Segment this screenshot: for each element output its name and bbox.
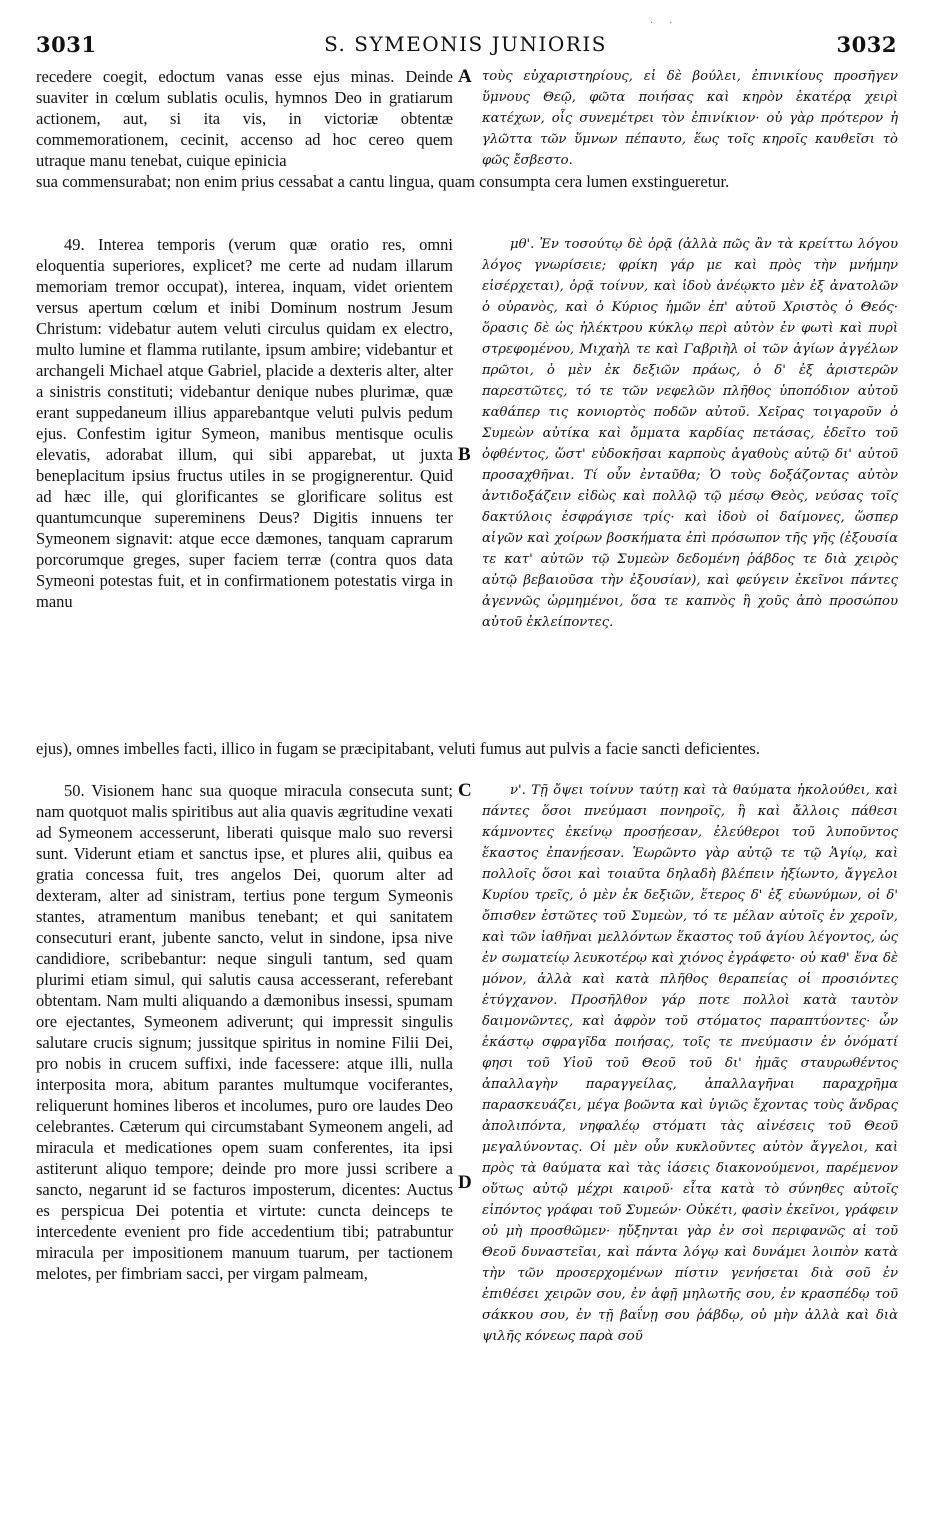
right-page-number: 3032 <box>836 32 897 57</box>
latin-span-text-2: ejus), omnes imbelles facti, illico in fugam se præcipitabant, veluti fumus aut pulvis a facie sancti deficientes. <box>36 739 760 758</box>
latin-paragraph-50: 50. Visionem hanc sua quoque miracula consecuta sunt; nam quotquot malis spiritibus aut alia quavis ægritudine vexati ad Symeonem accesserunt, liberati quisque malo suo reversi sunt. Viderunt etiam et sanctus ipse, et plures alii, quibus ea gratia concessa fuit, tres angelos Dei, quorum alter ad dexteram, alter ad sinistram, tertius pone tergum Symeonis stantes, atramentum manibus tenebant; et qui sanitatem consecuturi erant, jubente sancto, velut in sindone, ipsa nive candidiore, scribebantur: neque singuli tantum, sed quam plurimi etiam simul, qui salutis causa accesserant, referebant obtentam. Nam multi aliquando a dæmonibus insessi, spumam ore ejectantes, Symeonem adiverunt; qui impressit singulis salutare crucis signum; jussitque spiritus in nomine Filii Dei, pro nobis in crucem suffixi, inde facessere: atque illi, nulla interposita mora, abitum parantes multumque vociferantes, reliquerunt homines liberos et incolumes, puro ore laudes Deo celebrantes. Cæterum qui circumstabant Symeonem angeli, ad miracula et medicationes opem suam conferentes, ita ipsi astiterunt aliquo tempore; deinde pro more jussi scribere a sancto, negarunt id se facturos imposterum, dicentes: Auctus es perspicua Dei potentia et virtute: cuncta deinceps te intercedente evenient pro fide accedentium tibi; patrabuntur miracula per impositionem manuum tuarum, per tactionem melotes, per fimbriam sacci, per virgam palmeam, <box>36 781 453 1283</box>
greek-column-block-1 <box>482 66 898 171</box>
greek-paragraph-50: ν'. Τῇ ὄψει τοίνυν ταύτῃ καὶ τὰ θαύματα ἠκολούθει, καὶ πάντες ὅσοι πνεύμασι πονηροῖς, ἢ καὶ ἄλλοις πάθεσι κάμνοντες ἐκείνῳ προσῄεσαν, ἐλεύθεροι τοῦ λυποῦντος ἕκαστος ἐπανῄεσαν. Ἑωρῶντο γὰρ αὐτῷ τε τῷ Ἁγίῳ, καὶ πολλοῖς ὅσοι καὶ τοιαῦτα δηλαδὴ βλέπειν ἠξίωντο, ἄγγελοι Κυρίου τρεῖς, ὁ μὲν ἐκ δεξιῶν, ἕτερος δ' ἐξ εὐωνύμων, οἱ δ' ὄπισθεν ἑστῶτες τοῦ Συμεὼν, τό τε μέλαν αὐτοῖς ἐν χεροῖν, καὶ τῶν ἰαθῆναι μελλόντων ἕκαστος τοῦ ἁγίου λέγοντος, ὡς ἐν σωματείῳ λευκοτέρῳ καὶ χιόνος ἐγράφετο· οὐ καθ' ἕνα δὲ μόνον, ἀλλὰ καὶ κατὰ πλῆθος θεραπείας οἱ προσιόντες ἐτύγχανον. Προσῆλθον γάρ ποτε πολλοὶ κατὰ ταυτὸν δαιμονῶντες, καὶ ἀφρὸν τοῦ στόματος παραπτύοντες· ὧν ἑκάστῳ σφραγῖδα ποιήσας, τοῖς τε πνεύμασιν ἐν ὀνόματί φησι τοῦ Υἱοῦ τοῦ Θεοῦ τοῦ δι' ἡμᾶς σταυρωθέντος ἀπαλλαγὴν παραγγείλας, ἀπαλλαγῆναι παραχρῆμα παρασκευάζει, μέγα βοῶντα καὶ ὑγιῶς ἔχοντας τοὺς ἄνδρας ἀπολιπόντα, νηφαλέῳ στόματι τὰς αἰνέσεις τοῦ Θεοῦ μεγαλύνοντας. Οἱ μὲν οὖν κυκλοῦντες αὐτὸν ἄγγελοι, καὶ πρὸς τὰ θαύματα καὶ τὰς ἰάσεις διακονούμενοι, παρέμενον οὕτως αὐτῷ μέχρι καιροῦ· εἶτα κατὰ τὸ σύνηθες αὐτοῖς εἰπόντος γράφαι τοῦ Συμεών· Οὐκέτι, φασὶν ἐκεῖνοι, γράφειν οὐ μὴ προσθῶμεν· ηὔξηνται γὰρ ἐν σοὶ περιφανῶς αἱ τοῦ Θεοῦ δυναστεῖαι, καὶ πάντα λόγῳ καὶ δυνάμει λοιπὸν κατὰ τὴν τῶν προσερχομένων πίστιν γενήσεται διὰ σοῦ ἐν ἐπιθέσει χειρῶν σου, ἐν ἁφῇ μηλωτῆς σου, ἐν κρασπέδῳ τοῦ σάκκου σου, ἐν τῇ βαΐνῃ σου ῥάβδῳ, οὐ μὴν ἀλλὰ καὶ διὰ ψιλῆς κόνεως παρὰ σοῦ <box>482 783 898 1344</box>
latin-span-text-1: sua commensurabat; non enim prius cessabat a cantu lingua, quam consumpta cera lumen exstingueretur. <box>36 172 730 191</box>
margin-letter-d: D <box>458 1172 472 1193</box>
greek-paragraph-1: τοὺς εὐχαριστηρίους, εἰ δὲ βούλει, ἐπινικίους προσῆγεν ὕμνους Θεῷ, φῶτα ποιήσας καὶ κηρὸν ἑκατέρᾳ χειρὶ κατέχων, οἷς συνεμέτρει τὸν ἐπινίκιον· οὐ γὰρ πρότερον ἡ γλῶττα τῶν ὕμνων πέπαυτο, ἕως τοῖς κηροῖς καυθεῖσι τὸ φῶς ἔσβεστο. <box>482 69 898 168</box>
print-specks: · · <box>650 18 673 29</box>
running-title: S. SYMEONIS JUNIORIS <box>324 32 607 56</box>
latin-spanning-line-1 <box>36 171 898 213</box>
margin-letter-b: B <box>458 444 471 465</box>
latin-paragraph-49: 49. Interea temporis (verum quæ oratio res, omni eloquentia superiores, explicet? me certe ad nudam illarum memoriam tremor occupat), interea, inquam, videt orientem versus apertum cœlum et inibi Dominum nostrum Jesum Christum: videbatur autem veluti circulus quidam ex electro, multo lumine et flamma rutilante, ipsum ambire; videbantur et archangeli Michael atque Gabriel, placide a dexteris alter, alter a sinistris constituti; videbantur denique nubes plurimæ, quæ erant suppedaneum illius apparebantque veluti pulvis pedum ejus. Confestim igitur Symeon, manibus mentisque oculis elevatis, adorabat illum, qui sibi apparebat, ut juxta beneplacitum ipsius fructus utiles in se progignerentur. Quid ad hæc ille, qui glorificantes se glorificare solitus est quantumcunque supereminens Deus? Digitis innuens ter Symeonem signavit: atque ecce dæmones, tanquam caprarum porcorumque greges, super faciem terræ (contra quos data Symeoni potestas fuit, et in confirmationem potestatis virga in manu <box>36 235 453 611</box>
left-page-number: 3031 <box>36 32 97 57</box>
latin-spanning-line-2 <box>36 738 898 780</box>
latin-column-block-3 <box>36 780 453 1504</box>
latin-column-block-2 <box>36 234 453 738</box>
margin-letter-a: A <box>458 66 472 87</box>
greek-column-block-2 <box>482 234 898 738</box>
latin-column-block-1 <box>36 66 453 171</box>
margin-letter-c: C <box>458 780 472 801</box>
latin-paragraph-1: recedere coegit, edoctum vanas esse ejus minas. Deinde suaviter in cœlum sublatis oculis, hymnos Deo in gratiarum actionem, aut, si ita vis, in victoriæ obtentæ commemorationem, cecinit, accenso ad hoc cereo quem utraque manu tenebat, cuique epinicia <box>36 67 453 170</box>
greek-column-block-3 <box>482 780 898 1504</box>
greek-paragraph-49: μθ'. Ἐν τοσούτῳ δὲ ὁρᾷ (ἀλλὰ πῶς ἂν τὰ κρείττω λόγου λόγος γνωρίσειε; φρίκη γάρ με καὶ πρὸς τὴν μνήμην εἰσέρχεται), ὁρᾷ τοίνυν, καὶ ἰδοὺ ἀνέῳκτο μὲν ἐξ ἀνατολῶν ὁ οὐρανὸς, καὶ ὁ Κύριος ἡμῶν ἐπ' αὐτοῦ Χριστὸς ὁ Θεός· ὅρασις δὲ ὡς ἠλέκτρου κύκλῳ περὶ αὐτὸν ἐν φωτὶ καὶ πυρὶ στρεφομένου, Μιχαὴλ τε καὶ Γαβριὴλ οἱ τῶν ἁγίων ἀγγέλων πρῶτοι, ὁ μὲν ἐκ δεξιῶν πράως, ὁ δ' ἐξ ἀριστερῶν παρεστῶτες, τό τε τῶν νεφελῶν πλῆθος ὑποπόδιον αὐτοῦ καθάπερ τις κονιορτὸς ποδῶν αὐτοῦ. Χεῖρας τοιγαροῦν ὁ Συμεὼν αὐτίκα καὶ ὄμματα καρδίας πετάσας, ἐδεῖτο τοῦ ὀφθέντος, ὥστ' εὐδοκῆσαι καρποὺς ἀγαθοὺς αὐτῷ δι' αὐτοῦ προσαχθῆναι. Τί οὖν ἐνταῦθα; Ὁ τοὺς δοξάζοντας αὐτὸν ἀντιδοξάζειν εἰδὼς καὶ πολλῷ τῷ μέσῳ Θεὸς, νεύσας τοῖς δακτύλοις ἐσφράγισε τρίς· καὶ ἰδοὺ οἱ δαίμονες, ὥσπερ αἰγῶν καὶ χοίρων βοσκήματα ἐπὶ πρόσωπον τῆς γῆς (ἐξουσία τε κατ' αὐτῶν τῷ Συμεὼν δεδομένη ῥάβδος τε διὰ χειρὸς αὐτῷ βεβαιοῦσα τὴν ἐξουσίαν), καὶ φεύγειν ἐκεῖνοι πάντες ἀγεννῶς ὡρμημένοι, ὅσα τε καπνὸς ἢ χοῦς ἀπὸ προσώπου αὐτοῦ ἐκλείποντες. <box>482 237 898 630</box>
